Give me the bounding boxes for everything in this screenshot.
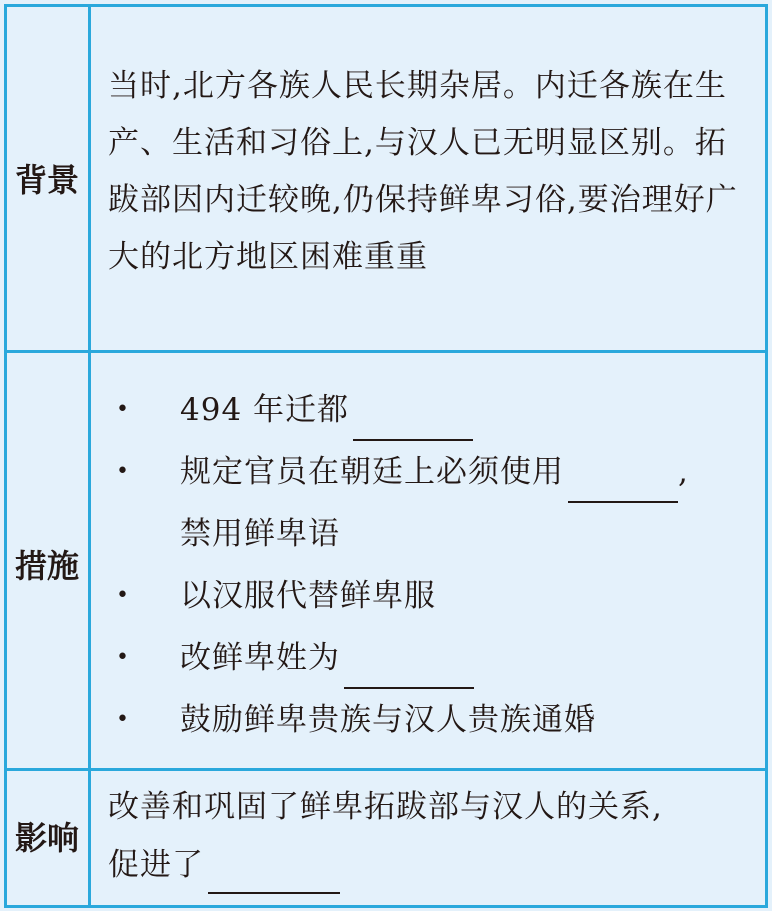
list-item (108, 689, 758, 751)
measure-capital-move: 494 年迁都 (180, 392, 350, 428)
impact-line-1: 改善和巩固了鲜卑拓跋部与汉人的关系, (108, 789, 663, 825)
table-border-right (765, 4, 768, 908)
list-item (108, 379, 758, 441)
list-item (108, 565, 758, 627)
measures-list (108, 379, 758, 751)
answer-blank (568, 459, 678, 503)
table-column-divider (88, 4, 91, 908)
row-label-measures: 措施 (14, 547, 79, 585)
list-item (108, 627, 758, 689)
answer-blank (344, 645, 474, 689)
table-border-bottom (4, 905, 768, 908)
answer-blank (353, 397, 473, 441)
impact-line-2: 促进了 (108, 847, 204, 883)
impact-text (108, 778, 758, 894)
measure-language-ban: 禁用鲜卑语 (180, 516, 340, 552)
background-text: 当时,北方各族人民长期杂居。内迁各族在生产、生活和习俗上,与汉人已无明显区别。拓跋部因内迁较晚,仍保持鲜卑习俗,要治理好广大的北方地区困难重重 (108, 68, 738, 275)
row-label-impact: 影响 (14, 819, 79, 857)
list-item (108, 441, 758, 565)
row-label-background: 背景 (14, 161, 79, 199)
measure-language: 规定官员在朝廷上必须使用 (180, 454, 564, 490)
answer-blank (208, 850, 340, 894)
row-divider-1 (4, 350, 768, 353)
measure-marriage: 鼓励鲜卑贵族与汉人贵族通婚 (180, 702, 596, 738)
table-border-top (4, 4, 768, 7)
measure-surname: 改鲜卑姓为 (180, 640, 340, 676)
measure-language-comma: , (678, 454, 689, 490)
measure-clothing: 以汉服代替鲜卑服 (180, 578, 436, 614)
row-divider-2 (4, 768, 768, 771)
table-border-left (4, 4, 7, 908)
